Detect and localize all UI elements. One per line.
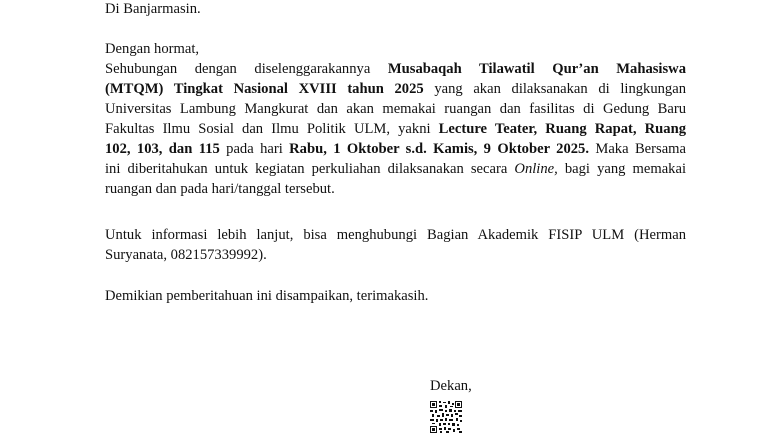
online-italic: Online, [514,161,558,177]
rooms-bold-cont: 102, 103, dan 115 [105,141,220,157]
body-text: Maka Bersama [588,141,686,157]
body-line-1 [105,59,686,79]
dates-bold: Rabu, 1 Oktober s.d. Kamis, 9 Oktober 2025. [289,141,589,157]
body-line-6 [105,159,686,179]
signature-title: Dekan, [430,378,472,394]
body-line-7: ruangan dan pada hari/tanggal tersebut. [105,181,335,197]
event-name-bold-cont: (MTQM) Tingkat Nasional XVIII tahun 2025 [105,81,424,97]
rooms-bold: Lecture Teater, Ruang Rapat, Ruang [438,121,686,137]
greeting: Dengan hormat, [105,41,200,57]
body-text: yang akan dilaksanakan di lingkungan [423,81,687,97]
qr-code-icon [430,401,462,433]
body-text: Sehubungan dengan diselenggarakannya [105,61,388,77]
info-line-1: Untuk informasi lebih lanjut, bisa menghubungi Bagian Akademik FISIP ULM (Herman [105,227,686,243]
body-text: bagi yang memakai [557,161,687,177]
info-line-2: Suryanata, 082157339992). [105,247,267,263]
body-line-5 [105,139,686,159]
body-text: Fakultas Ilmu Sosial dan Ilmu Politik ULM, yakni [105,121,439,137]
closing-text: Demikian pemberitahuan ini disampaikan, terimakasih. [105,288,429,304]
body-text: ini diberitahukan untuk kegiatan perkuliahan dilaksanakan secara [105,161,515,177]
address-location: Di Banjarmasin. [105,1,201,17]
body-text: pada hari [219,141,290,157]
body-line-3: Universitas Lambung Mangkurat dan akan memakai ruangan dan fasilitas di Gedung Baru [105,101,686,117]
body-line-2 [105,79,686,99]
event-name-bold: Musabaqah Tilawatil Qur’an Mahasiswa [387,61,687,77]
body-line-4 [105,119,686,139]
